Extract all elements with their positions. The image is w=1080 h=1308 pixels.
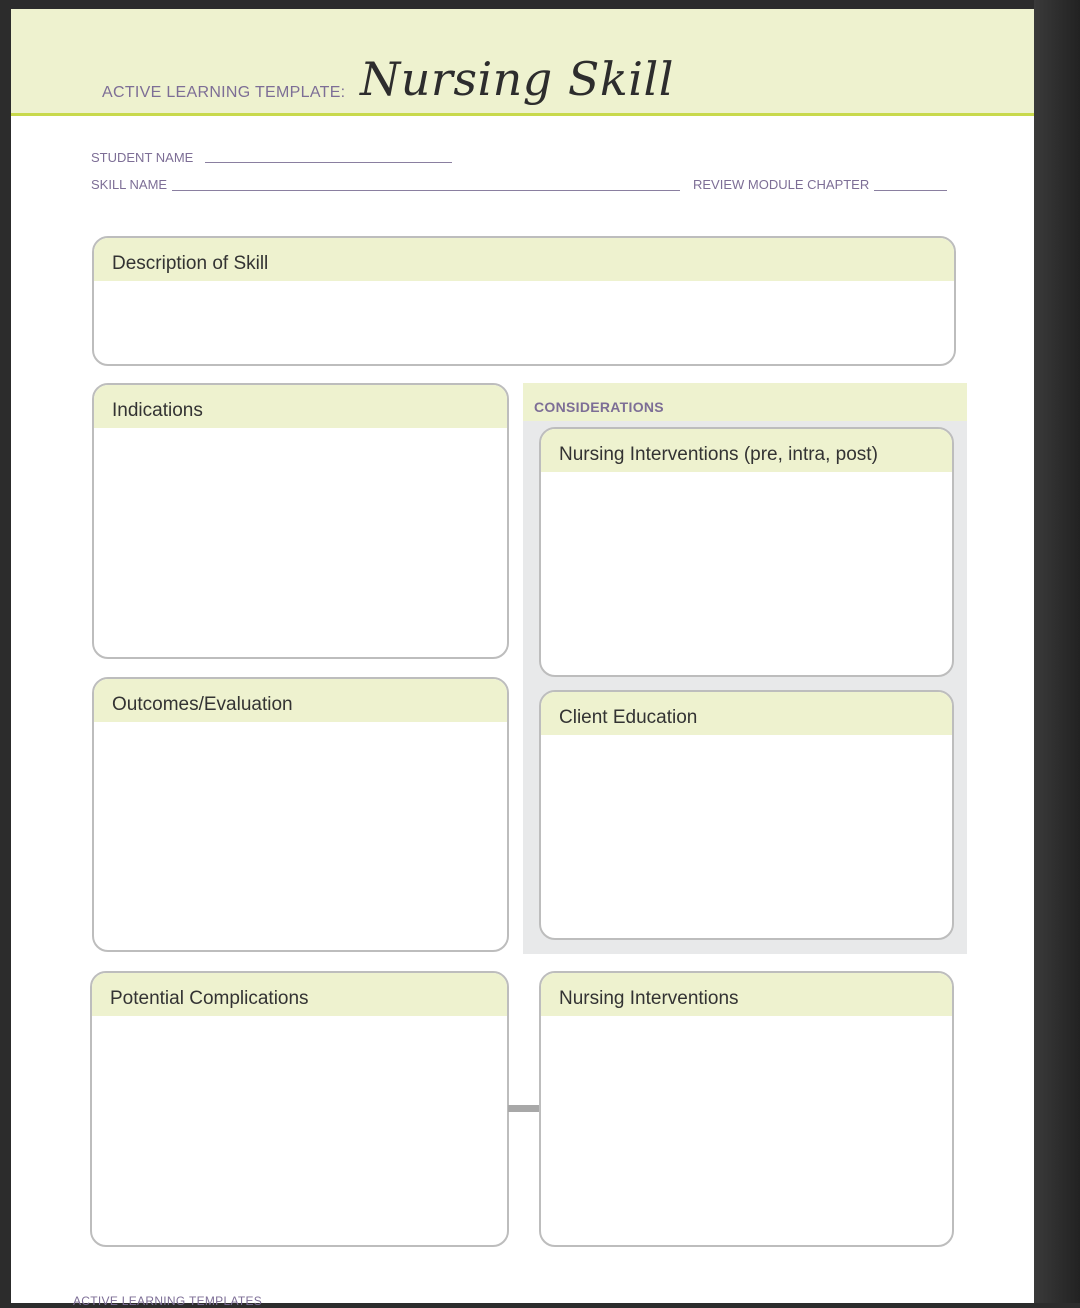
- worksheet-page: [11, 9, 1034, 1308]
- footer-text: ACTIVE LEARNING TEMPLATES: [73, 1294, 263, 1308]
- student-name-line[interactable]: [205, 162, 452, 163]
- header-band: [11, 9, 1034, 116]
- client-education-heading: Client Education: [541, 692, 952, 735]
- connector-bar: [508, 1105, 539, 1112]
- nursing-interventions-box[interactable]: [539, 971, 954, 1247]
- outcomes-heading: Outcomes/Evaluation: [94, 679, 507, 722]
- template-label: ACTIVE LEARNING TEMPLATE:: [102, 84, 346, 101]
- potential-complications-box[interactable]: [90, 971, 509, 1247]
- outcomes-box[interactable]: [92, 677, 509, 952]
- student-name-label: STUDENT NAME: [91, 150, 194, 165]
- indications-heading: Indications: [94, 385, 507, 428]
- skill-name-label: SKILL NAME: [91, 177, 168, 192]
- description-heading: Description of Skill: [94, 238, 954, 281]
- viewer-edge: [1034, 0, 1080, 1303]
- nursing-interventions-heading: Nursing Interventions: [541, 973, 952, 1016]
- review-module-label: REVIEW MODULE CHAPTER: [693, 177, 870, 192]
- description-box[interactable]: [92, 236, 956, 366]
- client-education-box[interactable]: [539, 690, 954, 940]
- indications-box[interactable]: [92, 383, 509, 659]
- considerations-header: [523, 383, 967, 421]
- page-title: Nursing Skill: [360, 52, 674, 106]
- potential-complications-heading: Potential Complications: [92, 973, 507, 1016]
- review-module-line[interactable]: [874, 190, 947, 191]
- nursing-interventions-prepost-heading: Nursing Interventions (pre, intra, post): [541, 429, 952, 472]
- considerations-panel: [523, 383, 967, 954]
- skill-name-line[interactable]: [172, 190, 680, 191]
- considerations-label: CONSIDERATIONS: [534, 399, 664, 415]
- nursing-interventions-prepost-box[interactable]: [539, 427, 954, 677]
